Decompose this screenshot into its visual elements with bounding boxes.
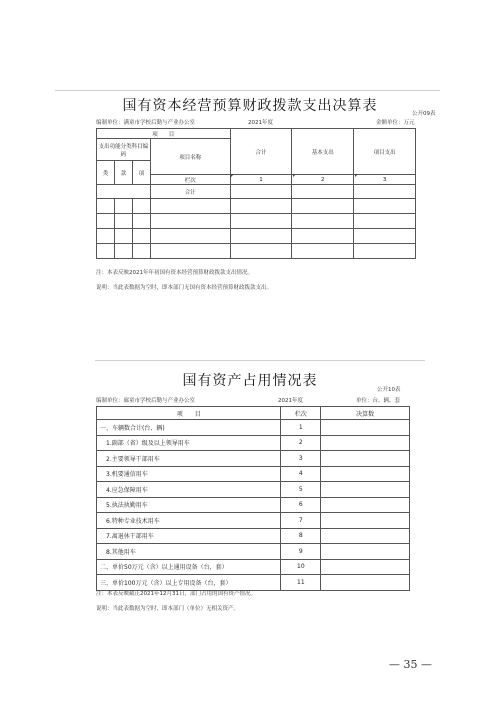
table2-no: 2 [281,435,321,451]
table1-row [97,214,416,229]
table2-item: 8.其他用车 [97,544,281,560]
table1-total-blank [97,185,151,199]
table2-header-no: 栏次 [281,407,321,420]
table1-row [97,199,416,214]
table1-col-1: 1 [230,175,292,185]
table1-unit: 编制单位：满童市学校后勤与产业办公室 [96,120,196,126]
table2-item: 7.离退休干部用车 [97,528,281,544]
table1-header-func-class: 支出功能分类科目编码 [97,139,151,161]
table2-no: 1 [281,420,321,436]
table1-header-xiang: 项 [132,161,150,185]
table2-value [321,559,410,575]
table1-header-project-name: 项目名称 [150,139,230,175]
table2-measure: 单位：台、辆、套 [356,398,401,404]
table1-header-total: 合计 [230,129,292,175]
table2-explain: 说明：当此表数据为空时，即本部门（单位）无相关资产。 [96,606,240,612]
table2-row [97,559,410,575]
table2-row [97,575,410,591]
table2-value [321,513,410,529]
table2-no: 3 [281,451,321,467]
table2-item: 二、单价50万元（含）以上通用设备（台，套） [97,559,281,575]
table1-header-project-exp: 项目支出 [354,129,416,175]
table2-row [97,435,410,451]
table2-row [97,528,410,544]
table2-no: 4 [281,466,321,482]
page-number: — 35 — [389,658,432,671]
table2-row [97,466,410,482]
table1-explain: 说明：当此表数据为空时，即本部门无国有资本经营预算财政拨款支出。 [96,285,273,291]
table1-header-lei: 类 [97,161,115,185]
table1-header-basic: 基本支出 [292,129,354,175]
table2-no: 6 [281,497,321,513]
table1-row [97,244,416,259]
table2-note: 注：本表反映截止2021年12月31日，部门占用的国有资产情况。 [96,591,256,597]
table2-no: 7 [281,513,321,529]
table2-value [321,435,410,451]
table2-no: 10 [281,559,321,575]
table1-title: 国有资本经营预算财政拨款支出决算表 [122,98,378,114]
cell-marker-icon [231,174,234,177]
table2-no: 9 [281,544,321,560]
cell-marker-icon [355,174,358,177]
table2-year: 2021年度 [278,398,303,404]
table2-item: 1.副部（省）级及以上领导用车 [97,435,281,451]
cell-marker-icon [293,174,296,177]
table2-header-value: 决算数 [321,407,410,420]
table2-value [321,420,410,436]
table2 [96,406,410,591]
table2-item: 2.主要领导干部用车 [97,451,281,467]
table2-row [97,497,410,513]
table2-no: 8 [281,528,321,544]
table1-col-2: 2 [292,175,354,185]
table1-header-kuan: 款 [114,161,132,185]
table2-row [97,451,410,467]
table2-unit: 编制单位：廊童市学校后勤与产业办公室 [96,398,196,404]
table1-row [97,229,416,244]
table2-value [321,451,410,467]
table2-row [97,420,410,436]
table2-item: 三、单价100万元（含）以上专用设备（台，套） [97,575,281,591]
table1-year: 2021年度 [248,120,273,126]
table2-no: 11 [281,575,321,591]
table2-item: 3.机要通信用车 [97,466,281,482]
table1-col-label: 栏次 [150,175,230,185]
table2-title: 国有资产占用情况表 [182,373,318,389]
table2-item: 6.特种专业技术用车 [97,513,281,529]
table2-value [321,482,410,498]
table2-value [321,575,410,591]
table2-row [97,482,410,498]
table2-header-item: 项 目 [97,407,281,420]
table2-value [321,497,410,513]
table2-no: 5 [281,482,321,498]
table2-item: 5.执法执勤用车 [97,497,281,513]
table1-total-cell [230,185,292,199]
table1-note: 注：本表反映2021年年初国有资本经营预算财政拨款支出情况。 [96,270,253,276]
table2-item: 一、车辆数合计(台、辆) [97,420,281,436]
table2-row [97,513,410,529]
table2-value [321,466,410,482]
table2-code: 公开10表 [377,387,401,393]
table2-item: 4.应急保障用车 [97,482,281,498]
table1-code: 公开09表 [412,111,436,117]
table2-divider [95,360,425,361]
table2-value [321,544,410,560]
table1-header-project: 项 目 [97,129,231,139]
table1-total-label: 合计 [150,185,230,199]
table1-currency: 金额单位：万元 [376,120,415,126]
table1-divider [55,90,440,91]
table1-col-3: 3 [354,175,416,185]
table1-total-cell [292,185,354,199]
table1 [96,128,416,259]
table2-row [97,544,410,560]
table2-value [321,528,410,544]
table1-total-cell [354,185,416,199]
